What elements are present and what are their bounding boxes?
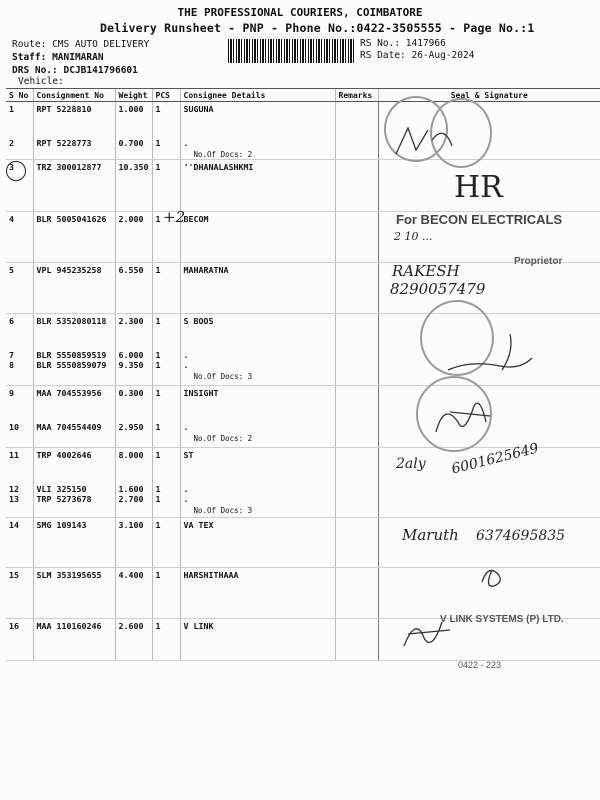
cell-value <box>119 326 149 350</box>
table-cell: 4 <box>6 212 33 263</box>
rs-no-value: 1417966 <box>405 38 446 49</box>
staff-line <box>12 52 104 63</box>
cell-value: BLR 5550859079 <box>36 360 107 370</box>
vlink-stamp: V LINK SYSTEMS (P) LTD. <box>440 614 564 625</box>
table-cell: MAHARATNA <box>180 263 335 314</box>
table-cell <box>152 102 180 160</box>
table-cell: 1 <box>152 518 180 568</box>
cell-value: 8 <box>9 360 14 370</box>
cell-value: VLI 325150 <box>36 484 87 494</box>
table-cell: 1 <box>152 160 180 212</box>
table-cell <box>335 263 378 314</box>
table-cell <box>6 102 33 160</box>
cell-value: No.Of Docs: 2 <box>193 150 253 159</box>
cell-value: INSIGHT <box>183 388 219 398</box>
table-cell <box>6 386 33 448</box>
table-cell: TRZ 300012877 <box>33 160 115 212</box>
cell-value: 0.300 <box>118 388 144 398</box>
cell-value: TRP 5273678 <box>36 494 92 504</box>
signature-scribble <box>476 560 512 590</box>
cell-value: 1.000 <box>118 104 144 114</box>
col-pcs: PCS <box>152 89 180 102</box>
cell-value: 1 <box>155 484 161 494</box>
table-cell <box>115 386 152 448</box>
cell-value: 1 <box>155 350 161 360</box>
rakesh-phone: 8290057479 <box>390 280 486 298</box>
table-cell: 14 <box>6 518 33 568</box>
table-cell: 1 <box>152 568 180 619</box>
table-cell <box>6 448 33 518</box>
table-cell: BECOM <box>180 212 335 263</box>
cell-value: 9.350 <box>118 360 144 370</box>
proprietor-label: Proprietor <box>514 256 563 267</box>
cell-value: 2.300 <box>118 316 144 326</box>
table-cell: 6.550 <box>115 263 152 314</box>
circle-mark <box>6 161 26 181</box>
cell-value <box>184 398 332 422</box>
col-sno: S No <box>6 89 33 102</box>
vlink-phone: 0422 - 223 <box>458 660 502 670</box>
phone-note: 6001625649 <box>450 440 541 478</box>
table-cell: 1 <box>152 263 180 314</box>
cell-value: 6.000 <box>118 350 144 360</box>
col-consignee: Consignee Details <box>180 89 335 102</box>
table-cell: HARSHITHAAA <box>180 568 335 619</box>
rs-date-value: 26-Aug-2024 <box>411 50 475 61</box>
cell-value: SUGUNA <box>183 104 214 114</box>
table-cell <box>115 102 152 160</box>
cell-value: . <box>183 138 189 148</box>
table-header <box>6 89 600 102</box>
table-cell <box>180 386 335 448</box>
col-consignment: Consignment No <box>33 89 115 102</box>
table-cell: 1 <box>152 619 180 661</box>
route-value: CMS AUTO DELIVERY <box>52 39 150 50</box>
table-cell <box>33 314 115 386</box>
cell-value: 0.700 <box>118 138 144 148</box>
table-cell <box>115 448 152 518</box>
table-cell <box>335 102 378 160</box>
table-cell: 4.400 <box>115 568 152 619</box>
cell-value: TRP 4002646 <box>36 450 92 460</box>
table-cell <box>33 102 115 160</box>
table-cell: 5 <box>6 263 33 314</box>
becon-note: 2 10 ... <box>394 230 433 243</box>
hr-signature: HR <box>454 170 503 205</box>
signature-scribble <box>392 120 462 160</box>
cell-value <box>156 460 177 484</box>
drs-line <box>12 65 138 76</box>
rs-no-label: RS No.: <box>360 38 401 49</box>
staff-label: Staff: <box>12 52 47 63</box>
vehicle-label: Vehicle: <box>18 76 64 87</box>
cell-value: 1 <box>155 450 161 460</box>
cell-value: RPT 5228810 <box>36 104 92 114</box>
cell-value <box>9 114 30 138</box>
table-cell: VPL 945235258 <box>33 263 115 314</box>
table-cell: V LINK <box>180 619 335 661</box>
cell-value: MAA 704553956 <box>36 388 102 398</box>
cell-value: No.Of Docs: 3 <box>193 372 253 381</box>
table-cell <box>152 448 180 518</box>
table-cell <box>152 386 180 448</box>
cell-value: 7 <box>9 350 14 360</box>
cell-value: 1 <box>155 494 161 504</box>
table-cell <box>335 619 378 661</box>
table-cell <box>33 448 115 518</box>
cell-value: . <box>183 422 189 432</box>
cell-value: . <box>183 484 189 494</box>
route-line <box>12 39 149 50</box>
table-cell: SLM 353195655 <box>33 568 115 619</box>
cell-value <box>37 460 112 484</box>
col-remarks: Remarks <box>335 89 378 102</box>
cell-value: 2.950 <box>118 422 144 432</box>
table-cell <box>335 568 378 619</box>
table-cell: 3 <box>6 160 33 212</box>
table-cell: ''DHANALASHKMI <box>180 160 335 212</box>
table-cell <box>6 314 33 386</box>
cell-value: 2 <box>9 138 14 148</box>
table-row <box>6 386 600 448</box>
cell-value <box>37 114 112 138</box>
signature-text: 2aly <box>396 456 426 472</box>
cell-value <box>9 460 30 484</box>
cell-value <box>184 114 332 138</box>
cell-value: 1.600 <box>118 484 144 494</box>
cell-value: BLR 5352080118 <box>36 316 107 326</box>
table-cell: VA TEX <box>180 518 335 568</box>
table-cell <box>335 314 378 386</box>
table-row <box>6 160 600 212</box>
runsheet-title: Delivery Runsheet - PNP - Phone No.:0422-3505555 - Page No.:1 <box>100 21 535 35</box>
table-cell <box>180 314 335 386</box>
barcode <box>228 39 354 63</box>
signature-scribble <box>430 392 500 442</box>
table-cell: 10.350 <box>115 160 152 212</box>
cell-value: 11 <box>9 450 19 460</box>
cell-value <box>119 460 149 484</box>
cell-value: S BOOS <box>183 316 214 326</box>
cell-value: . <box>183 350 189 360</box>
cell-value: No.Of Docs: 3 <box>193 506 253 515</box>
table-cell: 2.000 <box>115 212 152 263</box>
table-cell: 16 <box>6 619 33 661</box>
cell-value <box>156 326 177 350</box>
cell-value: 9 <box>9 388 14 398</box>
cell-value <box>156 114 177 138</box>
cell-value: BLR 5550859519 <box>36 350 107 360</box>
cell-value: 13 <box>9 494 19 504</box>
cell-value: MAA 704554409 <box>36 422 102 432</box>
table-cell <box>335 212 378 263</box>
cell-value: 1 <box>155 360 161 370</box>
rs-date-label: RS Date: <box>360 50 406 61</box>
cell-value: 6 <box>9 316 14 326</box>
table-cell <box>335 160 378 212</box>
cell-value: . <box>183 360 189 370</box>
cell-value: 12 <box>9 484 19 494</box>
cell-value: 8.000 <box>118 450 144 460</box>
cell-value: 10 <box>9 422 19 432</box>
route-label: Route: <box>12 39 47 50</box>
cell-value: 1 <box>155 316 161 326</box>
cell-value <box>9 326 30 350</box>
cell-value <box>119 398 149 422</box>
phone-note: 6374695835 <box>476 528 566 544</box>
pcs-addition-note: +2 <box>163 208 186 226</box>
signature-scribble <box>398 612 458 654</box>
cell-value: 1 <box>155 104 161 114</box>
table-cell: 2.600 <box>115 619 152 661</box>
cell-value <box>184 460 332 484</box>
table-cell: 15 <box>6 568 33 619</box>
cell-value: 1 <box>155 138 161 148</box>
cell-value: 1 <box>155 388 161 398</box>
table-cell <box>335 518 378 568</box>
signature-scribble <box>440 330 540 375</box>
drs-label: DRS No.: <box>12 65 58 76</box>
rakesh-signature: RAKESH <box>392 262 460 280</box>
table-row <box>6 102 600 160</box>
signature-text: Maruth <box>402 526 459 544</box>
table-row <box>6 263 600 314</box>
rs-no-line <box>360 38 446 49</box>
table-cell <box>152 314 180 386</box>
staff-value: MANIMARAN <box>52 52 104 63</box>
cell-value: ST <box>183 450 194 460</box>
cell-value: RPT 5228773 <box>36 138 92 148</box>
table-cell <box>33 386 115 448</box>
cell-value <box>37 326 112 350</box>
table-cell <box>180 448 335 518</box>
cell-value: No.Of Docs: 2 <box>193 434 253 443</box>
table-cell <box>335 448 378 518</box>
drs-value: DCJB141796601 <box>63 65 138 76</box>
cell-value <box>119 114 149 138</box>
col-weight: Weight <box>115 89 152 102</box>
rs-date-line <box>360 50 474 61</box>
cell-value <box>184 326 332 350</box>
table-cell <box>180 102 335 160</box>
cell-value: 2.700 <box>118 494 144 504</box>
cell-value <box>37 398 112 422</box>
cell-value: 1 <box>9 104 14 114</box>
table-cell: SMG 109143 <box>33 518 115 568</box>
cell-value <box>9 398 30 422</box>
table-cell <box>335 386 378 448</box>
cell-value: 1 <box>155 422 161 432</box>
cell-value <box>156 398 177 422</box>
table-cell: MAA 110160246 <box>33 619 115 661</box>
col-seal-signature: Seal & Signature <box>378 89 600 102</box>
table-cell: 1 <box>152 212 180 263</box>
becon-stamp: For BECON ELECTRICALS <box>396 212 563 227</box>
table-cell: BLR 5005041626 <box>33 212 115 263</box>
company-name: THE PROFESSIONAL COURIERS, COIMBATORE <box>177 6 423 19</box>
table-cell: 3.100 <box>115 518 152 568</box>
table-cell <box>115 314 152 386</box>
cell-value: . <box>183 494 189 504</box>
